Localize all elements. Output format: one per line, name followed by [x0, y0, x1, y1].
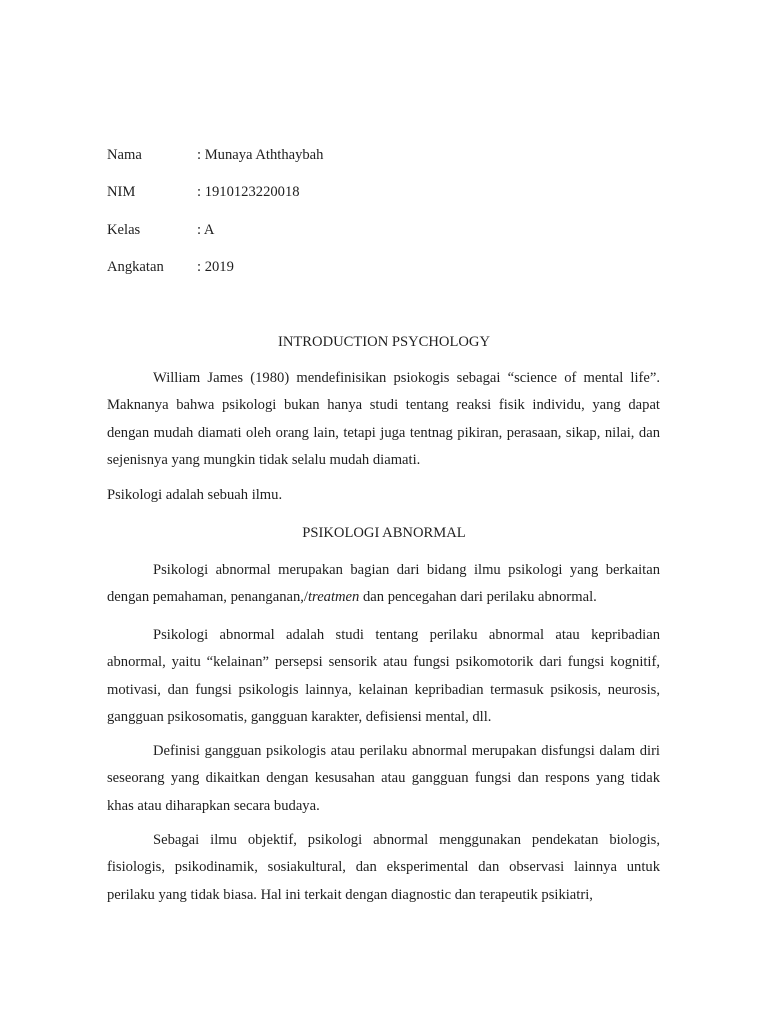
info-value: : 2019 — [197, 259, 234, 276]
info-label: Angkatan — [107, 259, 164, 276]
info-row-angkatan — [107, 257, 323, 294]
info-label: Nama — [107, 147, 142, 163]
info-value: : A — [197, 221, 215, 238]
info-value: : Munaya Aththaybah — [197, 147, 324, 163]
student-info — [107, 145, 323, 295]
section-heading-introduction: INTRODUCTION PSYCHOLOGY — [277, 334, 490, 350]
info-label: Kelas — [107, 221, 141, 238]
text-run: Psikologi abnormal merupakan bagian dari bidang ilmu psikologi yang berkaitan dengan pemahaman, penanganan,/ — [107, 562, 660, 606]
info-row-kelas — [107, 220, 323, 257]
paragraph-abnormal-4: Sebagai ilmu objektif, psikologi abnormal menggunakan pendekatan biologis, fisiologis, psikodinamik, sosiakultural, dan eksperimental dan observasi lainnya untuk perilaku yang tidak biasa. Hal ini terkait dengan diagnostic dan terapeutik psikiatri, — [107, 832, 660, 903]
text-run: dan pencegahan dari perilaku abnormal. — [359, 589, 597, 606]
section-heading-abnormal: PSIKOLOGI ABNORMAL — [302, 525, 466, 541]
italic-term: treatmen — [308, 589, 360, 606]
info-value: : 1910123220018 — [197, 184, 300, 201]
paragraph-definition: Psikologi adalah sebuah ilmu. — [107, 487, 283, 503]
info-row-nim — [107, 182, 323, 219]
info-row-nama — [107, 145, 323, 182]
info-label: NIM — [107, 184, 136, 201]
paragraph-abnormal-2: Psikologi abnormal adalah studi tentang perilaku abnormal atau kepribadian abnormal, yaitu “kelainan” persepsi sensorik atau fungsi psikomotorik dari fungsi kognitif, motivasi, dan fungsi psikologis lainnya, kelainan kepribadian termasuk psikosis, neurosis, gangguan psikosomatis, gangguan karakter, defisiensi mental, dll. — [107, 627, 660, 726]
paragraph-intro: William James (1980) mendefinisikan psiokogis sebagai “science of mental life”. Maknanya bahwa psikologi bukan hanya studi tentang reaksi fisik individu, yang dapat dengan mudah diamati oleh orang lain, tetapi juga tentnag pikiran, perasaan, sikap, nilai, dan sejenisnya yang mungkin tidak selalu mudah diamati. — [107, 370, 660, 469]
paragraph-abnormal-3: Definisi gangguan psikologis atau perilaku abnormal merupakan disfungsi dalam diri seseorang yang dikaitkan dengan kesusahan atau gangguan fungsi dan respons yang tidak khas atau diharapkan secara budaya. — [107, 743, 660, 814]
paragraph-abnormal-1 — [107, 557, 660, 612]
